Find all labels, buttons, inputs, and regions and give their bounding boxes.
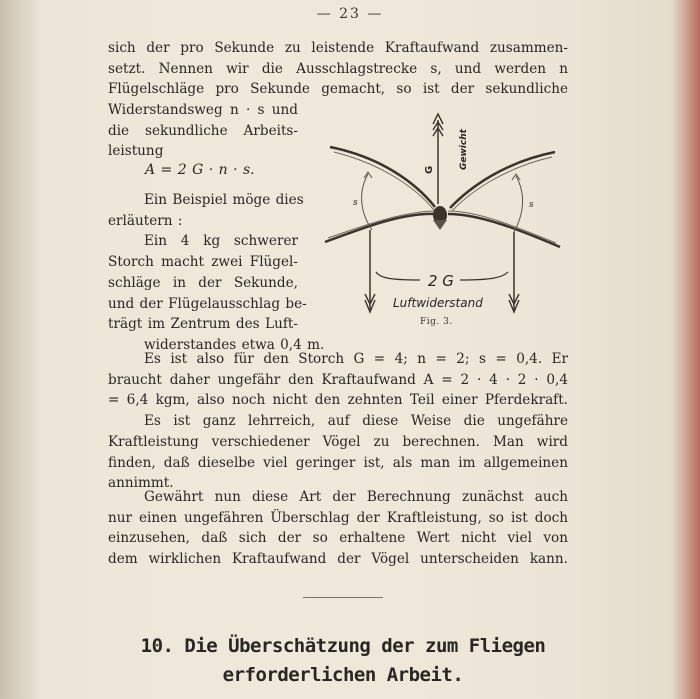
- wing-force-diagram: [320, 112, 570, 334]
- text-line: Storch macht zwei Flügel-: [108, 254, 298, 271]
- right-s-label: s: [529, 200, 534, 210]
- text-line: schläge in der Sekunde,: [108, 274, 298, 291]
- text-line: = 6,4 kgm, also noch nicht den zehnten Teil einer Pferdekraft.: [108, 392, 568, 409]
- gewicht-symbol: G: [424, 165, 435, 174]
- text-line: Flügelschläge pro Sekunde gemacht, so ist der sekundliche: [108, 81, 568, 98]
- force-label: 2 G: [428, 272, 454, 290]
- text-line: einzusehen, daß sich der so erhaltene Wert nicht viel von: [108, 530, 568, 547]
- lower-right-wing: [448, 214, 560, 247]
- left-column-text: [108, 100, 298, 162]
- example-paragraph: [108, 190, 325, 356]
- text-line: erläutern :: [108, 212, 183, 229]
- text-line: widerstandes etwa 0,4 m.: [144, 336, 325, 353]
- text-line: Kraftleistung verschiedener Vögel zu berechnen. Man wird: [108, 433, 568, 450]
- bird-tail: [433, 220, 447, 230]
- text-line: finden, daß dieselbe viel geringer ist, als man im allgemeinen: [108, 454, 568, 471]
- left-s-arc: [362, 174, 372, 230]
- lower-left-wing: [325, 214, 436, 242]
- section-divider: [303, 597, 383, 598]
- page-number: — 23 —: [316, 6, 384, 22]
- text-line: setzt. Nennen wir die Ausschlagstrecke s, und werden n: [108, 60, 568, 77]
- chapter-heading-line-2: erforderlichen Arbeit.: [222, 664, 464, 686]
- intro-paragraph: [108, 38, 568, 100]
- text-line: die sekundliche Arbeits-: [108, 122, 298, 139]
- text-line: annimmt.: [108, 475, 174, 492]
- gewicht-label: Gewicht: [459, 129, 469, 170]
- text-line: braucht daher ungefähr den Kraftaufwand A = 2 · 4 · 2 · 0,4: [108, 371, 568, 388]
- luftwiderstand-label: Luftwiderstand: [393, 296, 483, 310]
- text-line: Ein Beispiel möge dies: [144, 192, 304, 208]
- text-line: sich der pro Sekunde zu leistende Kraftaufwand zusammen-: [108, 40, 568, 56]
- chapter-heading-line-1: 10. Die Überschätzung der zum Fliegen: [140, 635, 546, 657]
- closing-paragraph: [108, 487, 568, 570]
- text-line: Es ist also für den Storch G = 4; n = 2; s = 0,4. Er: [144, 351, 568, 367]
- formula: A = 2 G · n · s.: [145, 162, 255, 178]
- chapter-heading: [100, 632, 586, 690]
- text-line: Gewährt nun diese Art der Berechnung zunächst auch: [144, 489, 568, 505]
- upper-left-wing-shadow: [334, 152, 434, 210]
- text-line: und der Flügelausschlag be-: [108, 295, 307, 312]
- text-line: nur einen ungefähren Überschlag der Kraftleistung, so ist doch: [108, 509, 568, 526]
- figure-caption: Fig. 3.: [420, 317, 453, 327]
- calculation-paragraph: [108, 349, 568, 494]
- right-s-arc: [514, 176, 523, 232]
- text-line: Es ist ganz lehrreich, auf diese Weise die ungefähre: [144, 413, 568, 430]
- text-line: leistung: [108, 143, 164, 160]
- text-line: dem wirklichen Kraftaufwand der Vögel unterscheiden kann.: [108, 551, 568, 568]
- upper-left-wing: [330, 147, 435, 207]
- text-line: Widerstandsweg n · s und: [108, 102, 298, 118]
- text-line: Ein 4 kg schwerer: [144, 233, 298, 250]
- text-line: trägt im Zentrum des Luft-: [108, 316, 298, 333]
- left-s-label: s: [353, 198, 358, 208]
